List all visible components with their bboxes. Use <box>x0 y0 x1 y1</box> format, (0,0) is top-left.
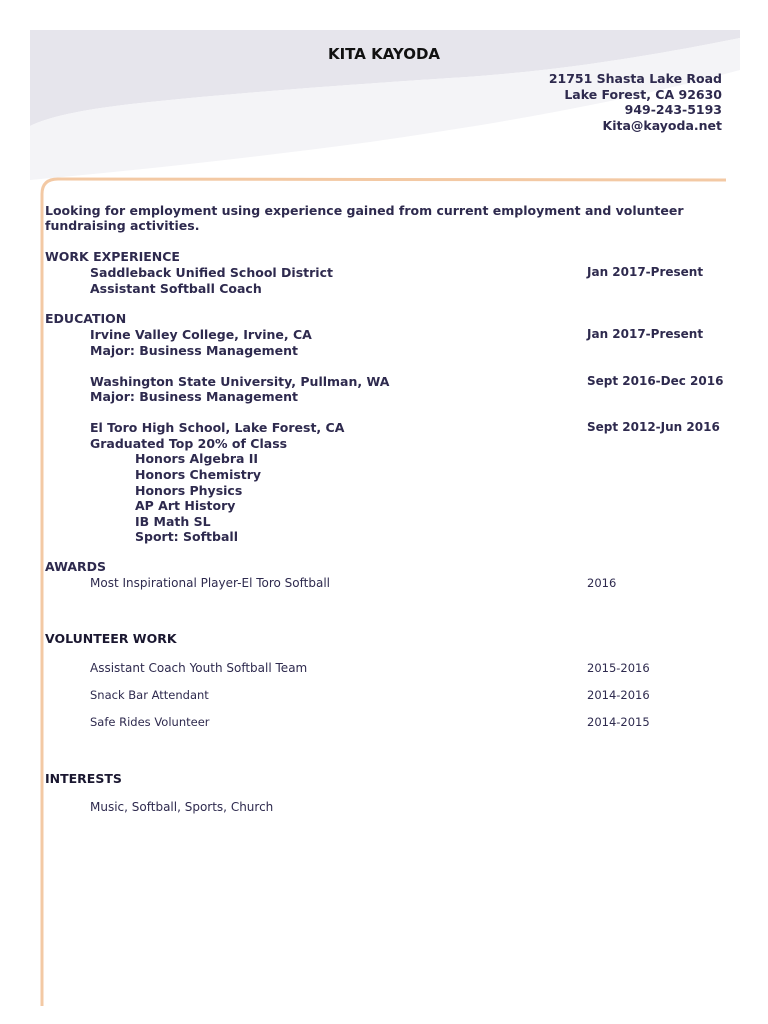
education-detail: Major: Business Management <box>90 389 299 404</box>
volunteer-role: Assistant Coach Youth Softball Team <box>90 661 308 675</box>
education-dates: Sept 2012-Jun 2016 <box>587 420 720 434</box>
volunteer-years: 2014-2016 <box>587 688 650 702</box>
address-line-2: Lake Forest, CA 92630 <box>564 87 722 102</box>
applicant-name: KITA KAYODA <box>327 45 441 63</box>
objective-statement: Looking for employment using experience gained from current employment and volunteer fundraising activities. <box>45 203 684 233</box>
volunteer-years: 2014-2015 <box>587 715 650 729</box>
education-detail: Major: Business Management <box>90 343 299 358</box>
interests-heading: INTERESTS <box>45 771 122 786</box>
education-school: Washington State University, Pullman, WA <box>90 374 390 389</box>
course-item: IB Math SL <box>135 514 211 529</box>
course-item: Honors Chemistry <box>135 467 262 482</box>
course-item: Sport: Softball <box>135 529 238 544</box>
course-item: Honors Algebra II <box>135 451 259 466</box>
education-heading: EDUCATION <box>45 311 127 326</box>
work-employer: Saddleback Unified School District <box>90 265 333 280</box>
work-title: Assistant Softball Coach <box>90 281 262 296</box>
volunteer-role: Safe Rides Volunteer <box>90 715 210 729</box>
work-experience-heading: WORK EXPERIENCE <box>45 249 180 264</box>
phone-number: 949-243-5193 <box>624 102 722 117</box>
award-item: Most Inspirational Player-El Toro Softball <box>90 576 330 590</box>
work-dates: Jan 2017-Present <box>587 265 704 279</box>
address-line-1: 21751 Shasta Lake Road <box>548 71 722 86</box>
education-dates: Sept 2016-Dec 2016 <box>587 374 724 388</box>
education-school: Irvine Valley College, Irvine, CA <box>90 327 312 342</box>
volunteer-years: 2015-2016 <box>587 661 650 675</box>
education-detail: Graduated Top 20% of Class <box>90 436 288 451</box>
awards-heading: AWARDS <box>45 559 107 574</box>
volunteer-role: Snack Bar Attendant <box>90 688 209 702</box>
volunteer-heading: VOLUNTEER WORK <box>45 631 177 646</box>
course-item: AP Art History <box>135 498 236 513</box>
education-school: El Toro High School, Lake Forest, CA <box>90 420 345 435</box>
email-address: Kita@kayoda.net <box>602 118 722 133</box>
award-year: 2016 <box>587 576 617 590</box>
interests-text: Music, Softball, Sports, Church <box>90 800 274 814</box>
course-item: Honors Physics <box>135 483 243 498</box>
education-dates: Jan 2017-Present <box>587 327 704 341</box>
